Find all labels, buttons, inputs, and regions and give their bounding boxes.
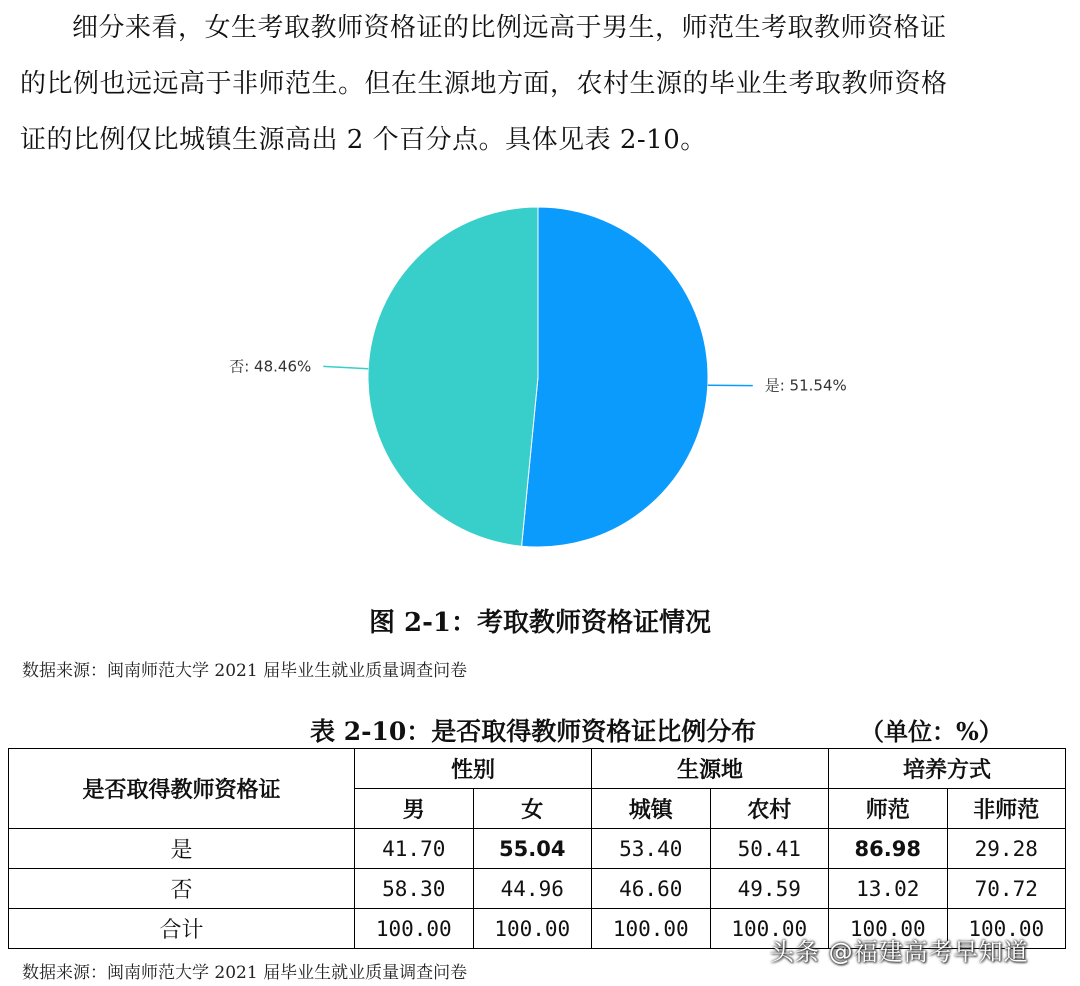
- pie-chart: [0, 180, 1080, 580]
- table-row: [9, 829, 1066, 869]
- group-header-origin: 生源地: [592, 749, 829, 789]
- table-cell: 49.59: [710, 869, 829, 909]
- table-unit: （单位：%）: [860, 717, 1003, 746]
- table-cell: 53.40: [592, 829, 711, 869]
- table-cell: 29.28: [947, 829, 1066, 869]
- table-cell: 41.70: [355, 829, 474, 869]
- pie-slice-1: [522, 207, 708, 547]
- certificate-table: [8, 748, 1066, 949]
- group-header-training: 培养方式: [829, 749, 1066, 789]
- corner-header: 是否取得教师资格证: [9, 749, 355, 829]
- table-cell: 50.41: [710, 829, 829, 869]
- table-cell: 70.72: [947, 869, 1066, 909]
- table-cell: 100.00: [592, 909, 711, 949]
- table-cell: 86.98: [829, 829, 948, 869]
- paragraph-line-2: 的比例也远远高于非师范生。但在生源地方面，农村生源的毕业生考取教师资格: [20, 69, 948, 99]
- subheader: 女: [473, 789, 592, 829]
- figure-source: 数据来源：闽南师范大学 2021 届毕业生就业质量调查问卷: [22, 661, 468, 681]
- row-label: 合计: [9, 909, 355, 949]
- table-cell: 100.00: [473, 909, 592, 949]
- paragraph-line-1: 细分来看，女生考取教师资格证的比例远高于男生，师范生考取教师资格证: [72, 13, 947, 43]
- table-cell: 58.30: [355, 869, 474, 909]
- subheader: 农村: [710, 789, 829, 829]
- row-label: 是: [9, 829, 355, 869]
- row-label: 否: [9, 869, 355, 909]
- table-cell: 100.00: [829, 909, 948, 949]
- paragraph-line-3: 证的比例仅比城镇生源高出 2 个百分点。具体见表 2-10。: [20, 125, 707, 155]
- figure-caption: 图 2-1：考取教师资格证情况: [368, 608, 712, 638]
- pie-leader-line-2: [323, 366, 368, 368]
- group-header-gender: 性别: [355, 749, 592, 789]
- subheader: 师范: [829, 789, 948, 829]
- table-cell: 13.02: [829, 869, 948, 909]
- subheader: 男: [355, 789, 474, 829]
- table-cell: 100.00: [947, 909, 1066, 949]
- table-title: 表 2-10：是否取得教师资格证比例分布: [310, 717, 757, 746]
- pie-slice-2: [368, 207, 538, 546]
- table-source: 数据来源：闽南师范大学 2021 届毕业生就业质量调查问卷: [22, 963, 468, 983]
- table-cell: 100.00: [355, 909, 474, 949]
- subheader: 城镇: [592, 789, 711, 829]
- table-row: [9, 869, 1066, 909]
- intro-paragraph: [20, 0, 1060, 168]
- pie-slice-label-2: 否: 48.46%: [229, 357, 312, 376]
- table-cell: 100.00: [710, 909, 829, 949]
- watermark: 头条 @福建高考早知道: [770, 938, 1029, 966]
- pie-slice-label-1: 是: 51.54%: [764, 376, 847, 395]
- table-cell: 44.96: [473, 869, 592, 909]
- table-cell: 55.04: [473, 829, 592, 869]
- subheader: 非师范: [947, 789, 1066, 829]
- table-cell: 46.60: [592, 869, 711, 909]
